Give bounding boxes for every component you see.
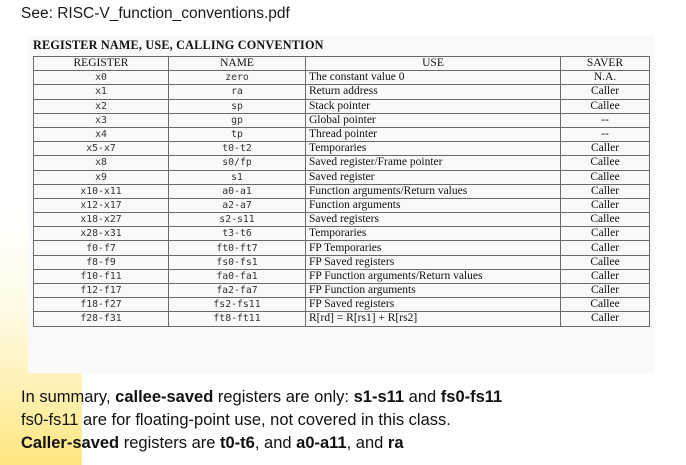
register-cell: x5-x7 [34,142,169,156]
use-cell: Global pointer [306,113,561,127]
use-cell: Function arguments [306,198,561,212]
use-cell: Return address [306,85,561,99]
saver-cell: Caller [561,198,650,212]
saver-cell: Callee [561,170,650,184]
use-cell: R[rd] = R[rs1] + R[rs2] [306,312,561,326]
table-row [34,156,650,170]
register-cell: x1 [34,85,169,99]
register-cell: x4 [34,127,169,141]
table-header-row [34,57,650,71]
table-row [34,269,650,283]
a-registers: a0-a11 [296,434,347,452]
summary-text [21,386,681,455]
table-row [34,213,650,227]
use-cell: Stack pointer [306,99,561,113]
table-title: REGISTER NAME, USE, CALLING CONVENTION [33,38,324,52]
register-cell: x2 [34,99,169,113]
register-cell: f0-f7 [34,241,169,255]
t-registers: t0-t6 [220,434,255,452]
saver-cell: Caller [561,227,650,241]
summary-line-3: Caller-saved registers are t0-t6, and a0-a11, and ra [21,434,404,452]
saver-cell: Callee [561,156,650,170]
name-cell: fs2-fs11 [169,298,306,312]
use-cell: Temporaries [306,227,561,241]
header-use: USE [306,57,561,71]
saver-cell: Caller [561,269,650,283]
table-row [34,198,650,212]
name-cell: zero [169,71,306,85]
saver-cell: Callee [561,255,650,269]
table-row [34,127,650,141]
register-cell: f18-f27 [34,298,169,312]
saver-cell: -- [561,113,650,127]
table-row [34,298,650,312]
name-cell: ft0-ft7 [169,241,306,255]
table-row [34,99,650,113]
saver-cell: Caller [561,142,650,156]
table-row [34,113,650,127]
callee-saved-term: callee-saved [115,388,214,406]
header-register: REGISTER [34,57,169,71]
register-cell: f12-f17 [34,284,169,298]
register-cell: x12-x17 [34,198,169,212]
register-cell: x3 [34,113,169,127]
fs-registers: fs0-fs11 [440,388,503,406]
use-cell: FP Saved registers [306,298,561,312]
register-cell: x9 [34,170,169,184]
register-cell: f28-f31 [34,312,169,326]
s-registers: s1-s11 [353,388,405,406]
name-cell: t0-t2 [169,142,306,156]
table-body [34,71,650,326]
name-cell: a2-a7 [169,198,306,212]
use-cell: FP Function arguments/Return values [306,269,561,283]
caller-saved-term: Caller-saved [21,434,120,452]
name-cell: s1 [169,170,306,184]
saver-cell: Caller [561,184,650,198]
register-cell: x0 [34,71,169,85]
name-cell: s0/fp [169,156,306,170]
saver-cell: Callee [561,99,650,113]
use-cell: Saved register/Frame pointer [306,156,561,170]
use-cell: Saved register [306,170,561,184]
register-cell: x10-x11 [34,184,169,198]
saver-cell: Caller [561,85,650,99]
summary-line-1: In summary, callee-saved registers are only: s1-s11 and fs0-fs11 [21,388,503,406]
name-cell: fa2-fa7 [169,284,306,298]
saver-cell: Callee [561,213,650,227]
use-cell: The constant value 0 [306,71,561,85]
saver-cell: -- [561,127,650,141]
name-cell: fa0-fa1 [169,269,306,283]
register-table-figure [28,36,654,373]
table-row [34,71,650,85]
use-cell: Saved registers [306,213,561,227]
use-cell: FP Temporaries [306,241,561,255]
name-cell: ft8-ft11 [169,312,306,326]
register-cell: x28-x31 [34,227,169,241]
table-row [34,312,650,326]
name-cell: sp [169,99,306,113]
table-row [34,227,650,241]
name-cell: fs0-fs1 [169,255,306,269]
name-cell: tp [169,127,306,141]
register-table [33,56,650,327]
table-row [34,170,650,184]
table-row [34,85,650,99]
table-row [34,241,650,255]
use-cell: FP Saved registers [306,255,561,269]
register-cell: f10-f11 [34,269,169,283]
register-cell: x18-x27 [34,213,169,227]
saver-cell: Caller [561,241,650,255]
summary-line-2: fs0-fs11 are for floating-point use, not covered in this class. [21,411,451,429]
header-saver: SAVER [561,57,650,71]
saver-cell: Caller [561,312,650,326]
table-row [34,284,650,298]
name-cell: a0-a1 [169,184,306,198]
header-name: NAME [169,57,306,71]
use-cell: FP Function arguments [306,284,561,298]
use-cell: Function arguments/Return values [306,184,561,198]
table-row [34,255,650,269]
use-cell: Thread pointer [306,127,561,141]
saver-cell: Caller [561,284,650,298]
ra-register: ra [387,434,404,452]
name-cell: ra [169,85,306,99]
name-cell: s2-s11 [169,213,306,227]
register-cell: x8 [34,156,169,170]
name-cell: gp [169,113,306,127]
table-row [34,142,650,156]
name-cell: t3-t6 [169,227,306,241]
table-row [34,184,650,198]
use-cell: Temporaries [306,142,561,156]
saver-cell: Callee [561,298,650,312]
saver-cell: N.A. [561,71,650,85]
reference-note: See: RISC-V_function_conventions.pdf [21,5,290,22]
register-cell: f8-f9 [34,255,169,269]
